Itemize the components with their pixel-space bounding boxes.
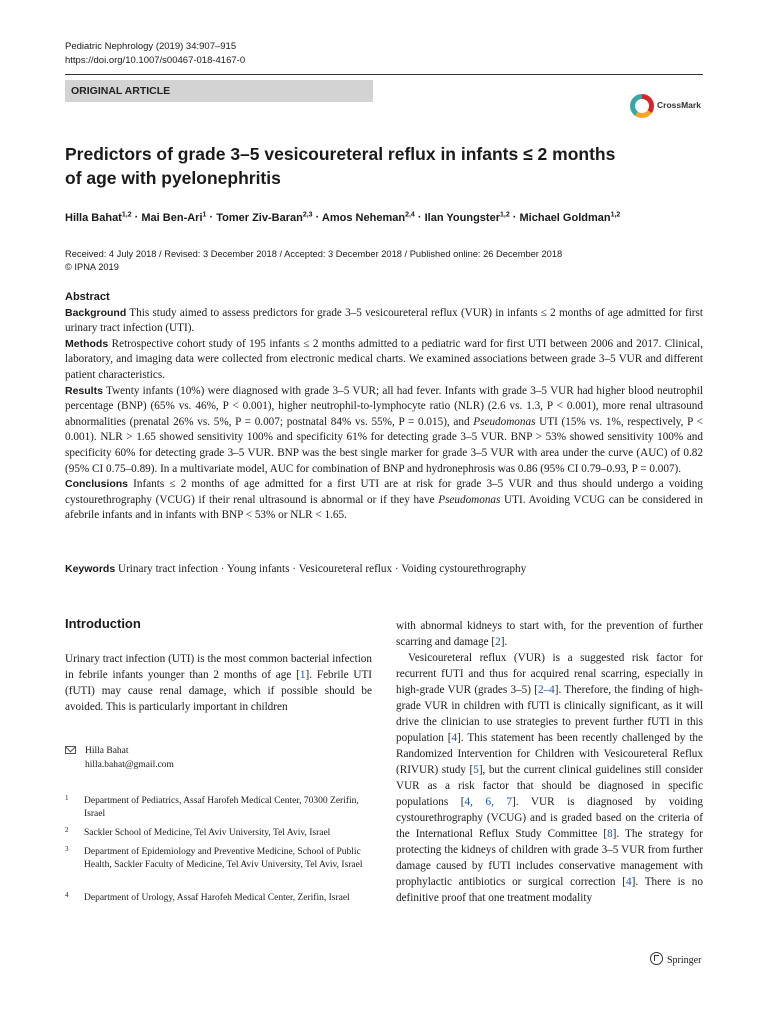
citation-link[interactable]: 2 — [495, 636, 501, 648]
methods-label: Methods — [65, 337, 109, 350]
crossmark-label: CrossMark — [657, 100, 701, 110]
paragraph: with abnormal kidneys to start with, for the prevention of further scarring and damage [2]. — [396, 620, 703, 648]
introduction-heading: Introduction — [65, 616, 141, 631]
citation-link[interactable]: 5 — [473, 764, 479, 776]
conclusions-text: Infants ≤ 2 months of age admitted for a first UTI are at risk for grade 3–5 VUR and thus should undergo a voiding cystourethrography (VCUG) if their renal ultrasound is abnormal or if they have Pseudomonas UTI. Avoiding VCUG can be considered in afebrile infants and in infants with BNP < 53% or NLR < 1.65. — [65, 478, 704, 522]
crossmark-badge[interactable] — [630, 94, 710, 120]
background-text: This study aimed to assess predictors for grade 3–5 vesicoureteral reflux (VUR) in infants ≤ 2 months of age admitted for first urinary tract infection (UTI). — [65, 306, 703, 335]
corresponding-author: Hilla Bahat — [85, 746, 129, 756]
keywords-label: Keywords — [65, 563, 116, 575]
conclusions-label: Conclusions — [65, 478, 129, 491]
author[interactable]: Ilan Youngster$^{1,2}$ — [424, 211, 510, 224]
section-label: ORIGINAL ARTICLE — [65, 80, 373, 102]
intro-right-column — [396, 618, 703, 906]
publication-dates: Received: 4 July 2018 / Revised: 3 December 2018 / Accepted: 3 December 2018 / Published online: 26 December 2018 © IPNA 2019 — [65, 248, 715, 274]
citation-link[interactable]: 4 — [451, 732, 458, 744]
header-rule — [65, 74, 703, 75]
intro-left-column: Urinary tract infection (UTI) is the most common bacterial infection in febrile infants younger than 2 months of age [1]. Febrile UTI (fUTI) may cause renal damage, which if possible should be avoided. This is particularly important in children — [65, 653, 373, 713]
paragraph: Vesicoureteral reflux (VUR) is a suggested risk factor for recurrent fUTI and thus for acquired renal scarring, especially in high-grade VUR (grades 3–5) [2–4]. Therefore, the finding of high-grade VUR in children with fUTI is clinically significant, as it will drive the clinician to use strategies to prevent further fUTI in this population [4]. This statement has been recently challenged by the Randomized Intervention for Children with Vesicoureteral Reflux (RIVUR) study [5], but the current clinical guidelines still consider VUR as a risk factor that should be diagnosed in specific populations [4, 6, 7]. VUR is diagnosed by voiding cystourethrography (VCUG) and is graded based on the criteria of the International Reflux Study Committee [8]. The strategy for protecting the kidneys of children with grade 3–5 VUR from further damage caused by fUTI includes conservative management with prophylactic antibiotics or surgical correction [4]. There is no definitive proof that one treatment modality — [396, 652, 704, 904]
keywords — [65, 562, 703, 577]
author[interactable]: Michael Goldman$^{1,2}$ — [519, 211, 621, 224]
journal-citation: Pediatric Nephrology (2019) 34:907–915 — [65, 41, 237, 52]
correspondence — [65, 744, 365, 772]
author[interactable]: Mai Ben-Ari$^1$ — [141, 211, 207, 224]
background-label: Background — [65, 306, 127, 319]
author[interactable]: Tomer Ziv-Baran$^{2,3}$ — [216, 211, 313, 224]
crossmark-icon — [630, 94, 654, 118]
results-label: Results — [65, 384, 103, 397]
email-link[interactable]: hilla.bahat@gmail.com — [85, 760, 174, 770]
citation-link[interactable]: 8 — [607, 828, 613, 840]
author[interactable]: Hilla Bahat$^{1,2}$ — [65, 211, 132, 224]
mail-icon — [65, 746, 76, 754]
methods-text: Retrospective cohort study of 195 infants ≤ 2 months admitted to a pediatric ward for first UTI between 2006 and 2017. Clinical, laboratory, and imaging data were collected from electronic medical charts. We examined associations between grade 3–5 VUR and different patient characteristics. — [65, 337, 703, 381]
keywords-text: Urinary tract infection · Young infants · Vesicoureteral reflux · Voiding cystourethrography — [117, 563, 527, 575]
citation-link[interactable]: 4, 6, 7 — [464, 796, 513, 808]
citation-link[interactable]: 4 — [626, 876, 632, 888]
author[interactable]: Amos Neheman$^{2,4}$ — [321, 211, 415, 224]
article-title: Predictors of grade 3–5 vesicoureteral reflux in infants ≤ 2 months of age with pyelonephritis — [65, 144, 616, 188]
citation-link[interactable]: 1 — [299, 669, 306, 681]
copyright: © IPNA 2019 — [65, 262, 119, 272]
doi-link[interactable]: https://doi.org/10.1007/s00467-018-4167-0 — [65, 55, 246, 66]
results-text: Twenty infants (10%) were diagnosed with grade 3–5 VUR; all had fever. Infants with grade 3–5 VUR had higher blood neutrophil percentage (BNP) (65% vs. 46%, P < 0.001), higher neutrophil-to-lymphocyte ratio (NLR) (2.6 vs. 1.3, P < 0.001), more renal ultrasound abnormalities (prenatal 26% vs. 5%, P = 0.007; postnatal 84% vs. 55%, P = 0.015), and Pseudomonas UTI (15% vs. 1%, respectively, P < 0.001). NLR > 1.65 showed sensitivity 100% and specificity 61% for detecting grade 3–5 VUR. BNP > 53% showed sensitivity 100% and specificity 60% for detecting grade 3–5 VUR. BNP was the best single marker for grade 3–5 VUR with area under the curve (AUC) of 0.82 (95% CI 0.75–0.89). In a multivariate model, AUC for combination of BNP and hydronephrosis was 0.86 (95% CI 0.79–0.93, P = 0.007). — [65, 384, 703, 475]
publisher-logo: Springer — [650, 952, 701, 966]
springer-horse-icon — [650, 952, 663, 965]
abstract-heading: Abstract — [65, 291, 110, 303]
abstract — [65, 290, 703, 524]
citation-link[interactable]: 2–4 — [537, 684, 555, 696]
author-list: Hilla Bahat$^{1,2}$ · Mai Ben-Ari$^1$ · Tomer Ziv-Baran$^{2,3}$ · Amos Neheman$^{2,4}$ · Ilan Youngster$^{1,2}$ · Michael Goldman$^{1,2}$ — [65, 211, 621, 224]
